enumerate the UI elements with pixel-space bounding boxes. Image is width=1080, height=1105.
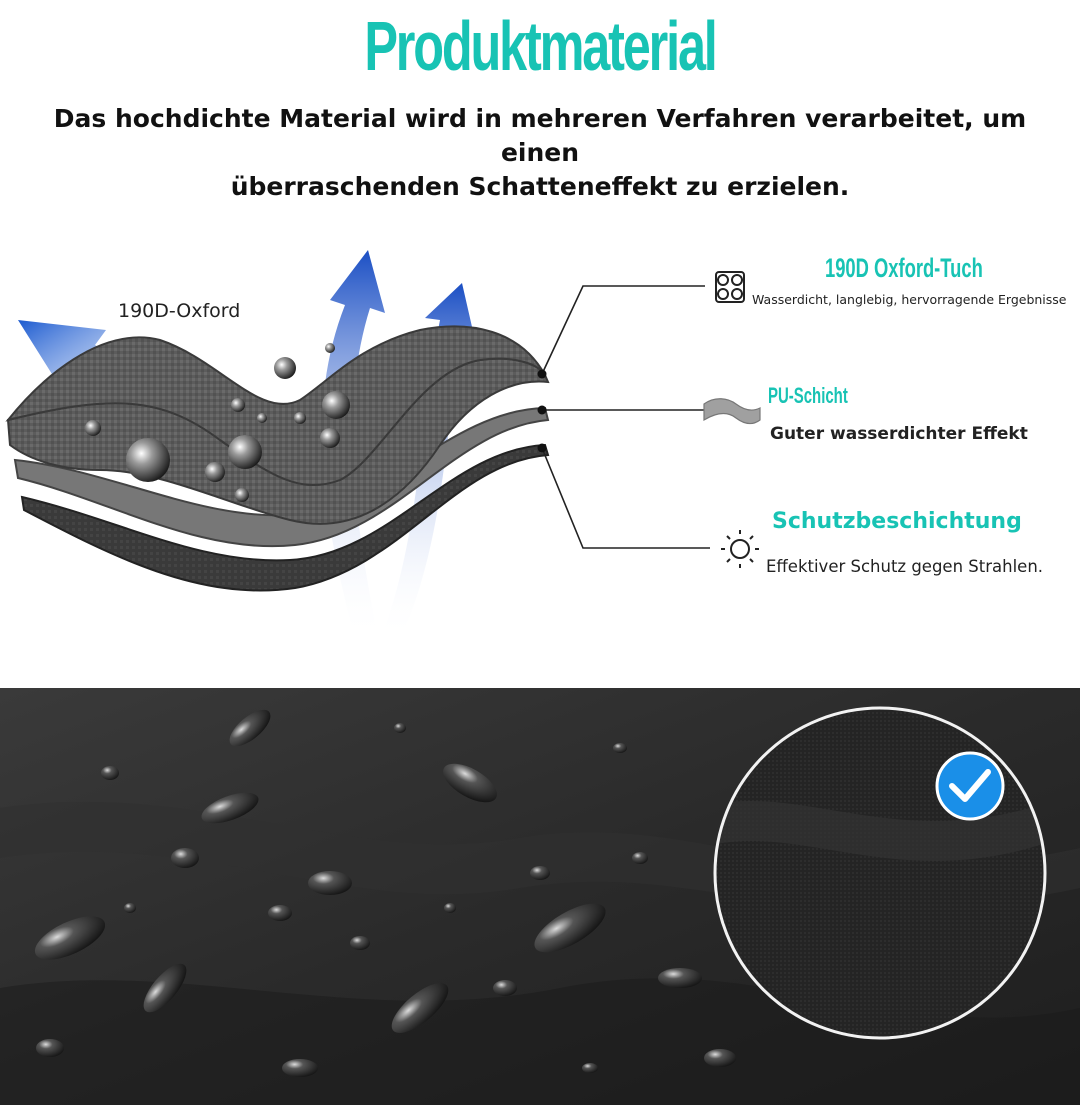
page-subtitle xyxy=(40,102,1040,204)
feature-desc-pu: Guter wasserdichter Effekt xyxy=(770,424,1028,444)
feature-desc-oxford: Wasserdicht, langlebig, hervorragende Ergebnisse xyxy=(752,292,1067,307)
feature-title-coating: Schutzbeschichtung xyxy=(772,509,1022,534)
pu-layer-icon xyxy=(704,399,760,424)
feature-desc-coating: Effektiver Schutz gegen Strahlen. xyxy=(766,557,1044,576)
feature-title-oxford: 190D Oxford-Tuch xyxy=(825,253,983,283)
checkmark-icon xyxy=(937,753,1003,819)
fabric-roll-icon xyxy=(716,272,744,302)
callout-lines xyxy=(542,286,710,548)
subtitle-line-1: Das hochdichte Material wird in mehreren Verfahren verarbeitet, um einen xyxy=(53,104,1027,167)
sun-icon xyxy=(721,530,759,568)
layer-label: 190D-Oxford xyxy=(118,300,241,322)
feature-title-pu: PU-Schicht xyxy=(768,383,848,408)
page-title: Produktmaterial xyxy=(364,7,716,85)
wet-fabric-photo xyxy=(0,688,1080,1105)
subtitle-line-2: überraschenden Schatteneffekt zu erzielen. xyxy=(230,172,850,201)
